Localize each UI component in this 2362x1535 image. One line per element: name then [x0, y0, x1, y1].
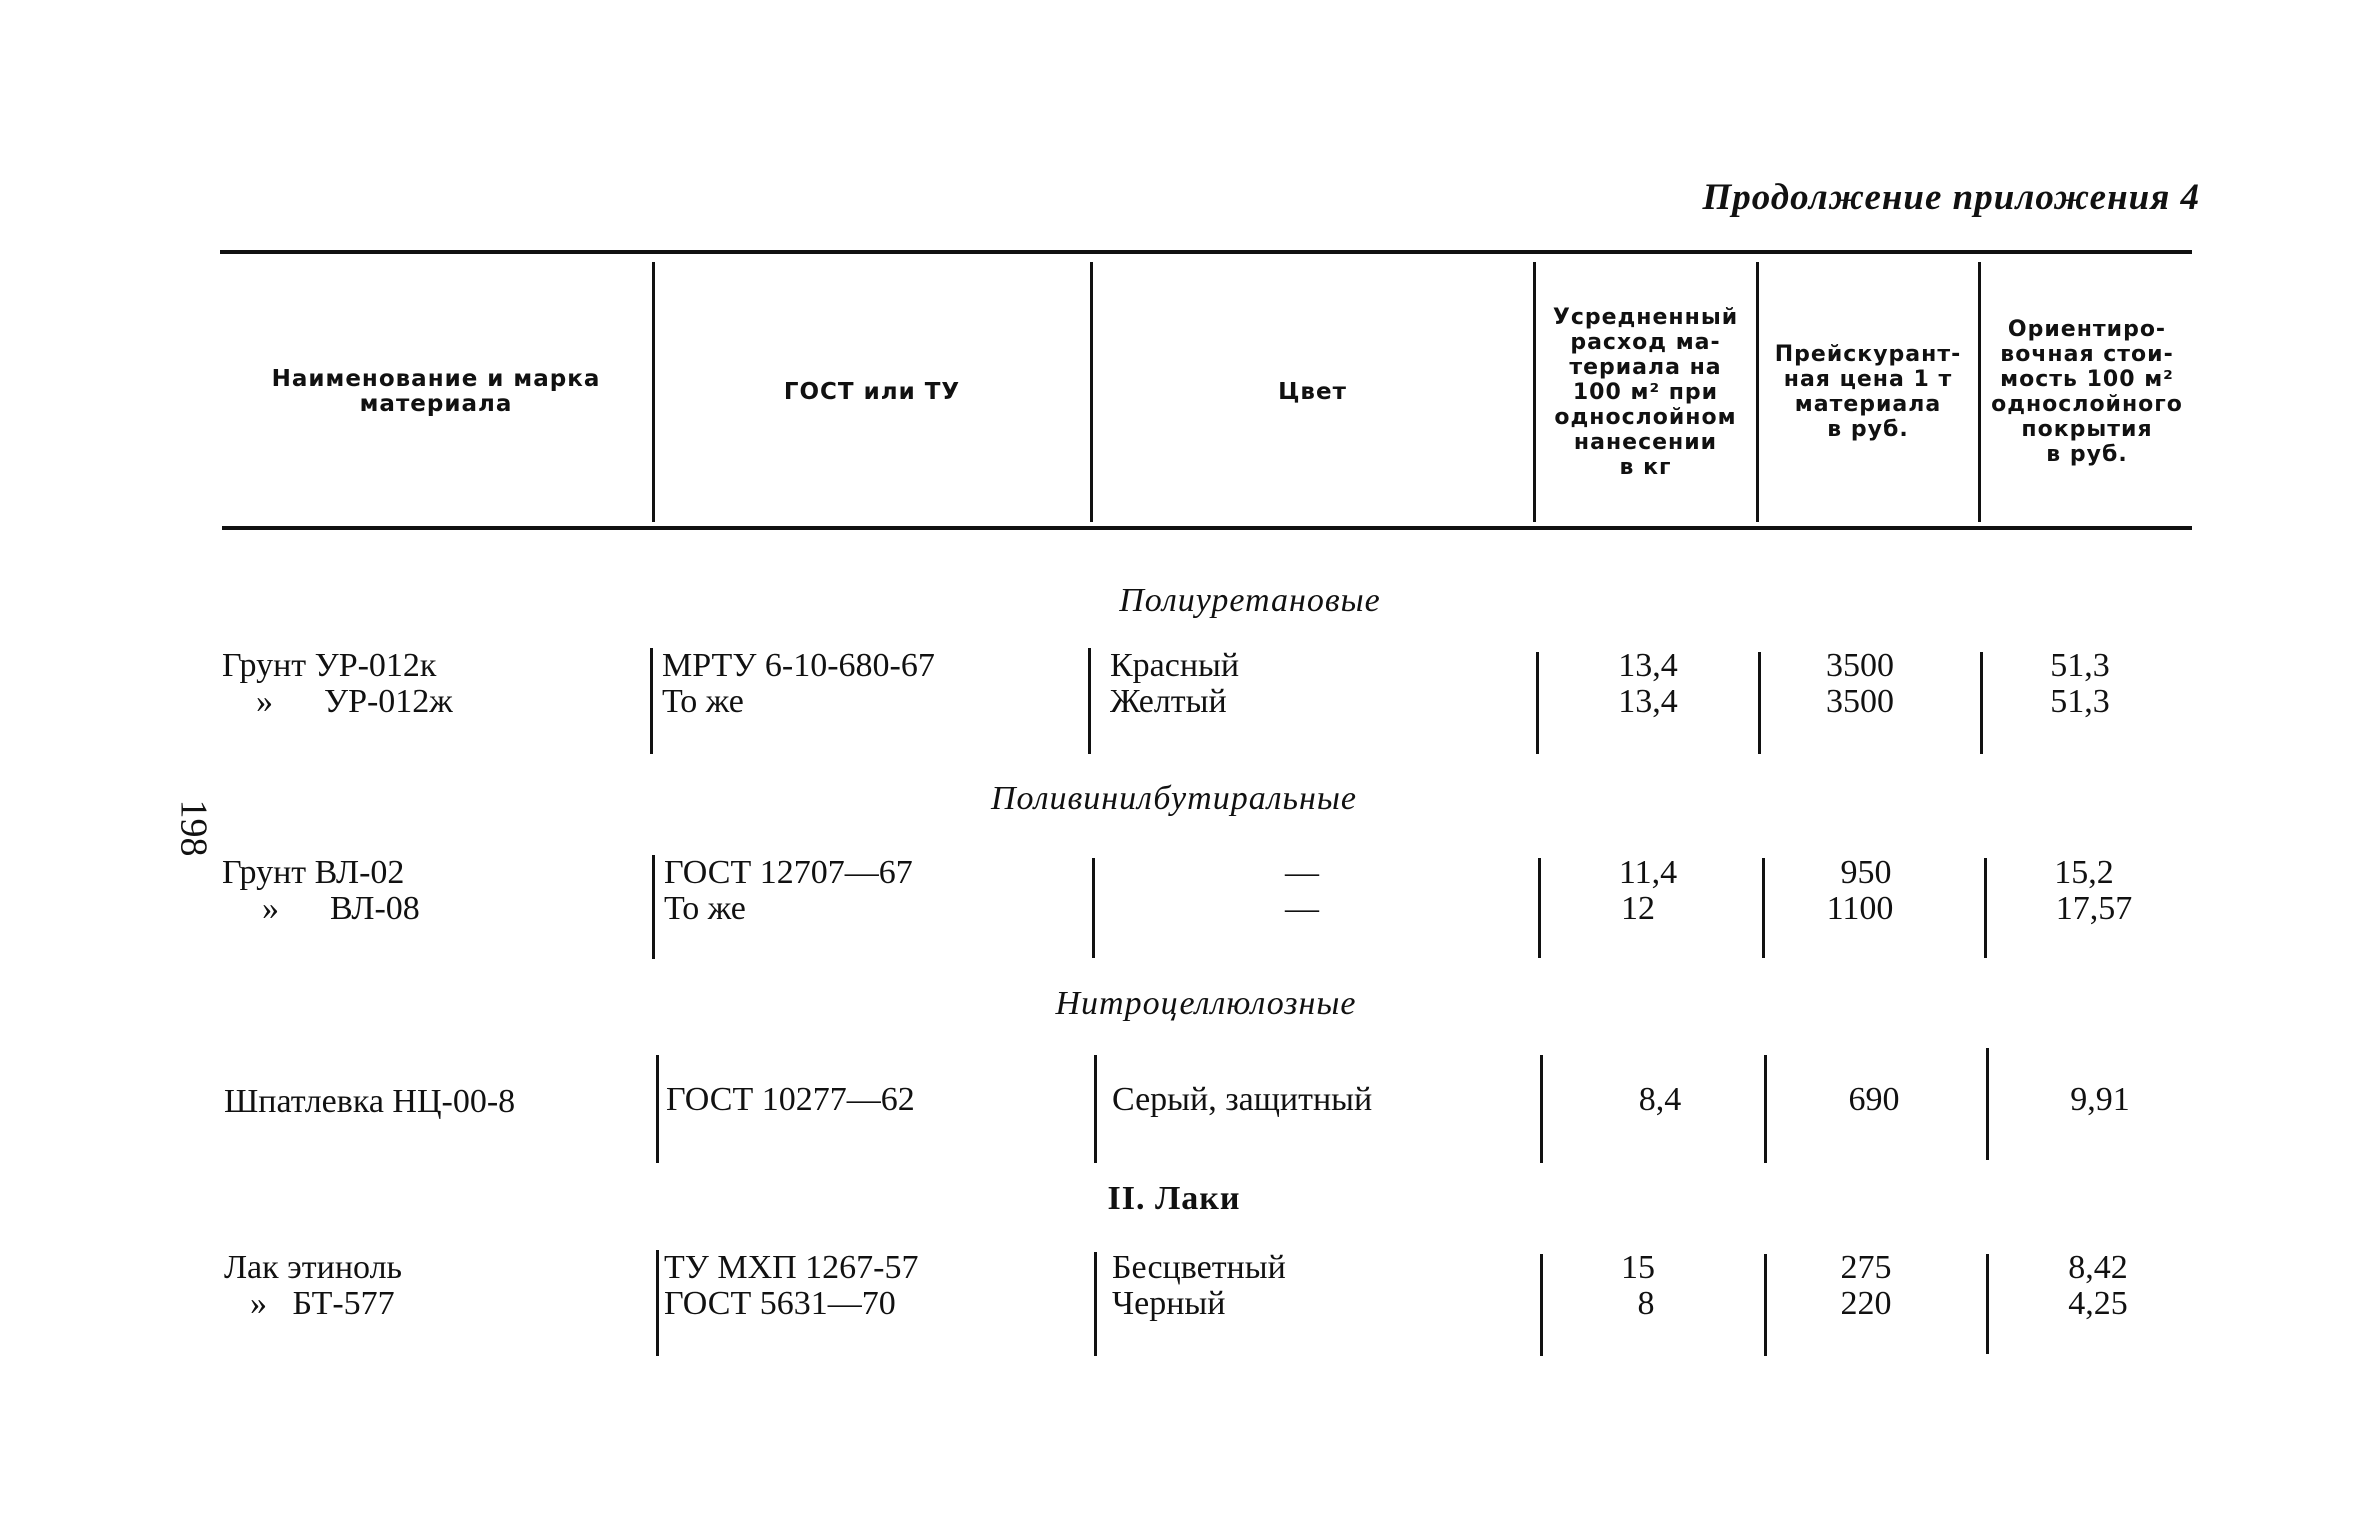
color-value: —: [1285, 890, 1319, 927]
table-top-rule: [220, 250, 2192, 254]
cost-value: 9,91: [2070, 1081, 2130, 1118]
color-value: Бесцветный: [1112, 1249, 1286, 1286]
gost-value: То же: [664, 890, 746, 927]
header-price: Прейскурант- ная цена 1 т материала в руб.: [1774, 342, 1962, 442]
consumption-value: 13,4: [1618, 683, 1678, 720]
header-color: Цвет: [1278, 378, 1347, 405]
consumption-value: 11,4: [1618, 854, 1678, 891]
cost-value: 8,42: [2068, 1249, 2128, 1286]
material-name: » БТ-577: [250, 1285, 395, 1322]
row-divider: [1980, 652, 1983, 754]
header-divider: [1978, 262, 1981, 522]
header-name: Наименование и марка материала: [271, 366, 601, 417]
row-divider: [1094, 1252, 1097, 1356]
consumption-value: 12: [1621, 890, 1655, 927]
material-name: Грунт ВЛ-02: [222, 854, 405, 891]
row-divider: [1986, 1048, 1989, 1160]
material-name: Грунт УР-012к: [222, 647, 437, 684]
row-divider: [1758, 652, 1761, 754]
row-divider: [1540, 1254, 1543, 1356]
header-gost: ГОСТ или ТУ: [783, 378, 961, 405]
section-title: Поливинилбутиральные: [991, 780, 1357, 817]
gost-value: ГОСТ 10277—62: [666, 1081, 915, 1118]
gost-value: ТУ МХП 1267-57: [664, 1249, 919, 1286]
color-value: Красный: [1110, 647, 1240, 684]
row-divider: [1536, 652, 1539, 754]
header-cost: Ориентиро- вочная стои- мость 100 м² однослойного покрытия в руб.: [1991, 317, 2183, 467]
color-value: Серый, защитный: [1112, 1081, 1373, 1118]
header-divider: [1090, 262, 1093, 522]
row-divider: [652, 855, 655, 959]
cost-value: 51,3: [2050, 647, 2110, 684]
material-name: » УР-012ж: [256, 683, 453, 720]
page-number: 198: [172, 799, 215, 857]
header-divider: [1533, 262, 1536, 522]
page-heading: Продолжение приложения 4: [1702, 177, 2200, 218]
consumption-value: 15: [1621, 1249, 1655, 1286]
price-value: 3500: [1826, 683, 1894, 720]
row-divider: [1764, 1055, 1767, 1163]
cost-value: 17,57: [2055, 890, 2133, 927]
material-name: Лак этиноль: [224, 1249, 403, 1286]
price-value: 220: [1840, 1285, 1892, 1322]
gost-value: То же: [662, 683, 744, 720]
row-divider: [1762, 858, 1765, 958]
row-divider: [1986, 1254, 1989, 1354]
gost-value: МРТУ 6-10-680-67: [662, 647, 935, 684]
header-consumption: Усредненный расход ма- териала на 100 м² при однослойном нанесении в кг: [1552, 304, 1739, 480]
header-divider: [1756, 262, 1759, 522]
table-header-bottom-rule: [222, 526, 2192, 530]
row-divider: [1088, 648, 1091, 754]
color-value: —: [1285, 854, 1319, 891]
material-name: » ВЛ-08: [262, 890, 420, 927]
price-value: 1100: [1826, 890, 1894, 927]
gost-value: ГОСТ 12707—67: [664, 854, 913, 891]
row-divider: [1092, 858, 1095, 958]
row-divider: [650, 648, 653, 754]
section-title: II. Лаки: [1107, 1180, 1241, 1217]
cost-value: 4,25: [2068, 1285, 2128, 1322]
row-divider: [1538, 858, 1541, 958]
row-divider: [656, 1250, 659, 1356]
consumption-value: 8,4: [1638, 1081, 1682, 1118]
cost-value: 15,2: [2054, 854, 2114, 891]
section-title: Нитроцеллюлозные: [1055, 985, 1357, 1022]
price-value: 275: [1840, 1249, 1892, 1286]
consumption-value: 13,4: [1618, 647, 1678, 684]
consumption-value: 8: [1637, 1285, 1655, 1322]
cost-value: 51,3: [2050, 683, 2110, 720]
material-name: Шпатлевка НЦ-00-8: [224, 1083, 516, 1120]
row-divider: [1984, 858, 1987, 958]
row-divider: [1540, 1055, 1543, 1163]
row-divider: [1094, 1055, 1097, 1163]
price-value: 950: [1840, 854, 1892, 891]
price-value: 3500: [1826, 647, 1894, 684]
row-divider: [1764, 1254, 1767, 1356]
color-value: Желтый: [1110, 683, 1227, 720]
section-title: Полиуретановые: [1119, 582, 1381, 619]
row-divider: [656, 1055, 659, 1163]
price-value: 690: [1848, 1081, 1900, 1118]
gost-value: ГОСТ 5631—70: [664, 1285, 896, 1322]
header-divider: [652, 262, 655, 522]
color-value: Черный: [1112, 1285, 1226, 1322]
